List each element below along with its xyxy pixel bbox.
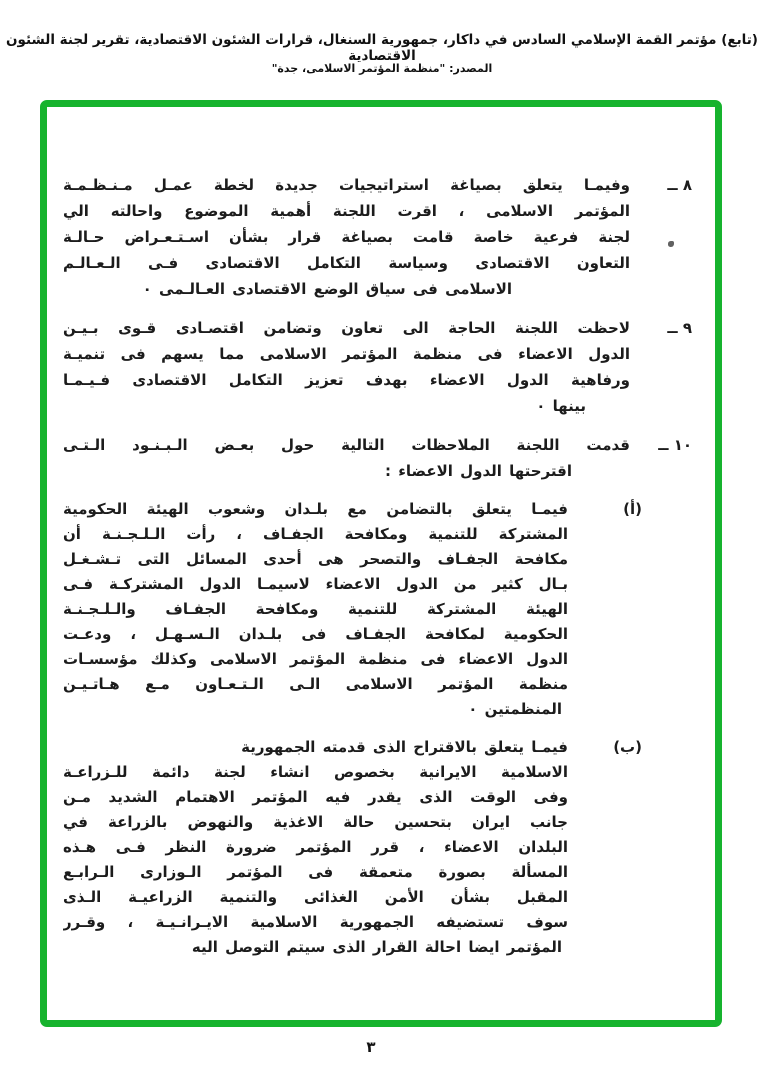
paragraph-lines [63, 497, 568, 722]
paragraph-indent-spacer [642, 497, 692, 722]
paragraph [63, 497, 692, 722]
paragraph [63, 315, 692, 419]
paragraph [63, 735, 692, 960]
paragraph-indent-spacer [642, 735, 692, 960]
text-line: فيمـا يتعلق بالتضامن مع بلـدان وشعوب الهيئة الحكومية [63, 500, 568, 518]
paragraph-marker: ١٠ ــ [658, 436, 692, 454]
paragraph-lines [63, 172, 630, 302]
paragraph-lines [63, 432, 630, 484]
page-number: ٣ [366, 1038, 376, 1056]
paragraph-marker: (أ) [623, 500, 642, 518]
text-line: منظمة المؤتمر الاسلامى الـى الـتـعـاون مـع هـاتـيـن [63, 675, 568, 693]
text-line: لجنة فرعية خاصة قامت بصياغة قرار بشأن اسـتـعـراض حـالـة [63, 228, 630, 246]
text-line: بـال كثير من الدول الاعضاء لاسيمـا الدول المشتركـة فـى [63, 575, 568, 593]
paragraph-marker: ٨ ــ [667, 176, 692, 194]
text-line: الهيئة المشتركة للتنمية ومكافحة الجفـاف والـلـجـنـة [63, 600, 568, 618]
paragraph-marker: ٩ ــ [667, 319, 692, 337]
text-line: الاسلامية الايرانية بخصوص انشاء لجنة دائمة للـزراعـة [63, 763, 568, 781]
text-line: الحكومية لمكافحة الجفـاف فى بلـدان الـسـهـل ، ودعـت [63, 625, 568, 643]
text-line: بينها ٠ [536, 397, 586, 415]
paragraph [63, 432, 692, 484]
text-line: البلدان الاعضاء ، قرر المؤتمر ضرورة النظر فـى هـذه [63, 838, 568, 856]
text-line: قدمت اللجنة الملاحظات التالية حول بعـض الـبـنـود الـتـى [63, 436, 630, 454]
text-line: سوف تستضيفه الجمهورية الاسلامية الايـرانـيـة ، وقـرر [63, 913, 568, 931]
paragraph-lines [63, 735, 568, 960]
paragraph-list [63, 172, 692, 960]
text-line: مكافحة الجفـاف والتصحر هى أحدى المسائل التى تـشـغـل [63, 550, 568, 568]
paragraph-marker: (ب) [613, 738, 642, 756]
text-line: الاسلامى فى سياق الوضع الاقتصادى العـالـمى ٠ [142, 280, 512, 298]
paragraph-lines [63, 315, 630, 419]
text-line: فيمـا يتعلق بالاقتراح الذى قدمته الجمهورية [241, 738, 568, 756]
text-line: المقبل بشأن الأمن الغذائى والتنمية الزراعيـة الـذى [63, 888, 568, 906]
text-line: التعاون الاقتصادى وسياسة التكامل الاقتصادى فـى الـعـالـم [63, 254, 630, 272]
text-line: ورفاهية الدول الاعضاء بهدف تعزيز التكامل الاقتصادى فـيـمـا [63, 371, 630, 389]
text-line: وفيمـا يتعلق بصياغة استراتيجيات جديدة لخطة عمـل مـنـظـمـة [63, 176, 630, 194]
text-line: المنظمتين ٠ [468, 700, 562, 718]
text-line: جانب ايران بتحسين حالة الاغذية والنهوض بالزراعة في [63, 813, 568, 831]
text-line: اقترحتها الدول الاعضاء : [385, 462, 572, 480]
text-line: الدول الاعضاء فى منظمة المؤتمر الاسلامى مما يسهم فى تنميـة [63, 345, 630, 363]
text-line: المؤتمر ايضا احالة القرار الذى سيتم التوصل اليه [191, 938, 562, 956]
text-line: الدول الاعضاء فى منظمة المؤتمر الاسلامى وكذلك مؤسسـات [63, 650, 568, 668]
text-line: المشتركة للتنمية ومكافحة الجفـاف ، رأت الـلـجـنـة أن [63, 525, 568, 543]
text-line: المؤتمر الاسلامى ، اقرت اللجنة أهمية الموضوع واحالته الي [63, 202, 630, 220]
text-line: وفى الوقت الذى يقدر فيه المؤتمر الاهتمام الشديد مـن [63, 788, 568, 806]
document-source-line: المصدر: "منظمة المؤتمر الاسلامى، جدة" [271, 62, 493, 75]
text-line: لاحظت اللجنة الحاجة الى تعاون وتضامن اقتصـادى قـوى بـيـن [63, 319, 630, 337]
document-header-title: (تابع) مؤتمر القمة الإسلامي السادس في داكار، جمهورية السنغال، قرارات الشئون الاقتصادية، تقرير لجنة الشئون الاقتصادية [6, 32, 758, 64]
paragraph [63, 172, 692, 302]
document-body [46, 106, 704, 973]
text-line: المسألة بصورة متعمقة فى المؤتمر الـوزارى الـرابـع [63, 863, 568, 881]
